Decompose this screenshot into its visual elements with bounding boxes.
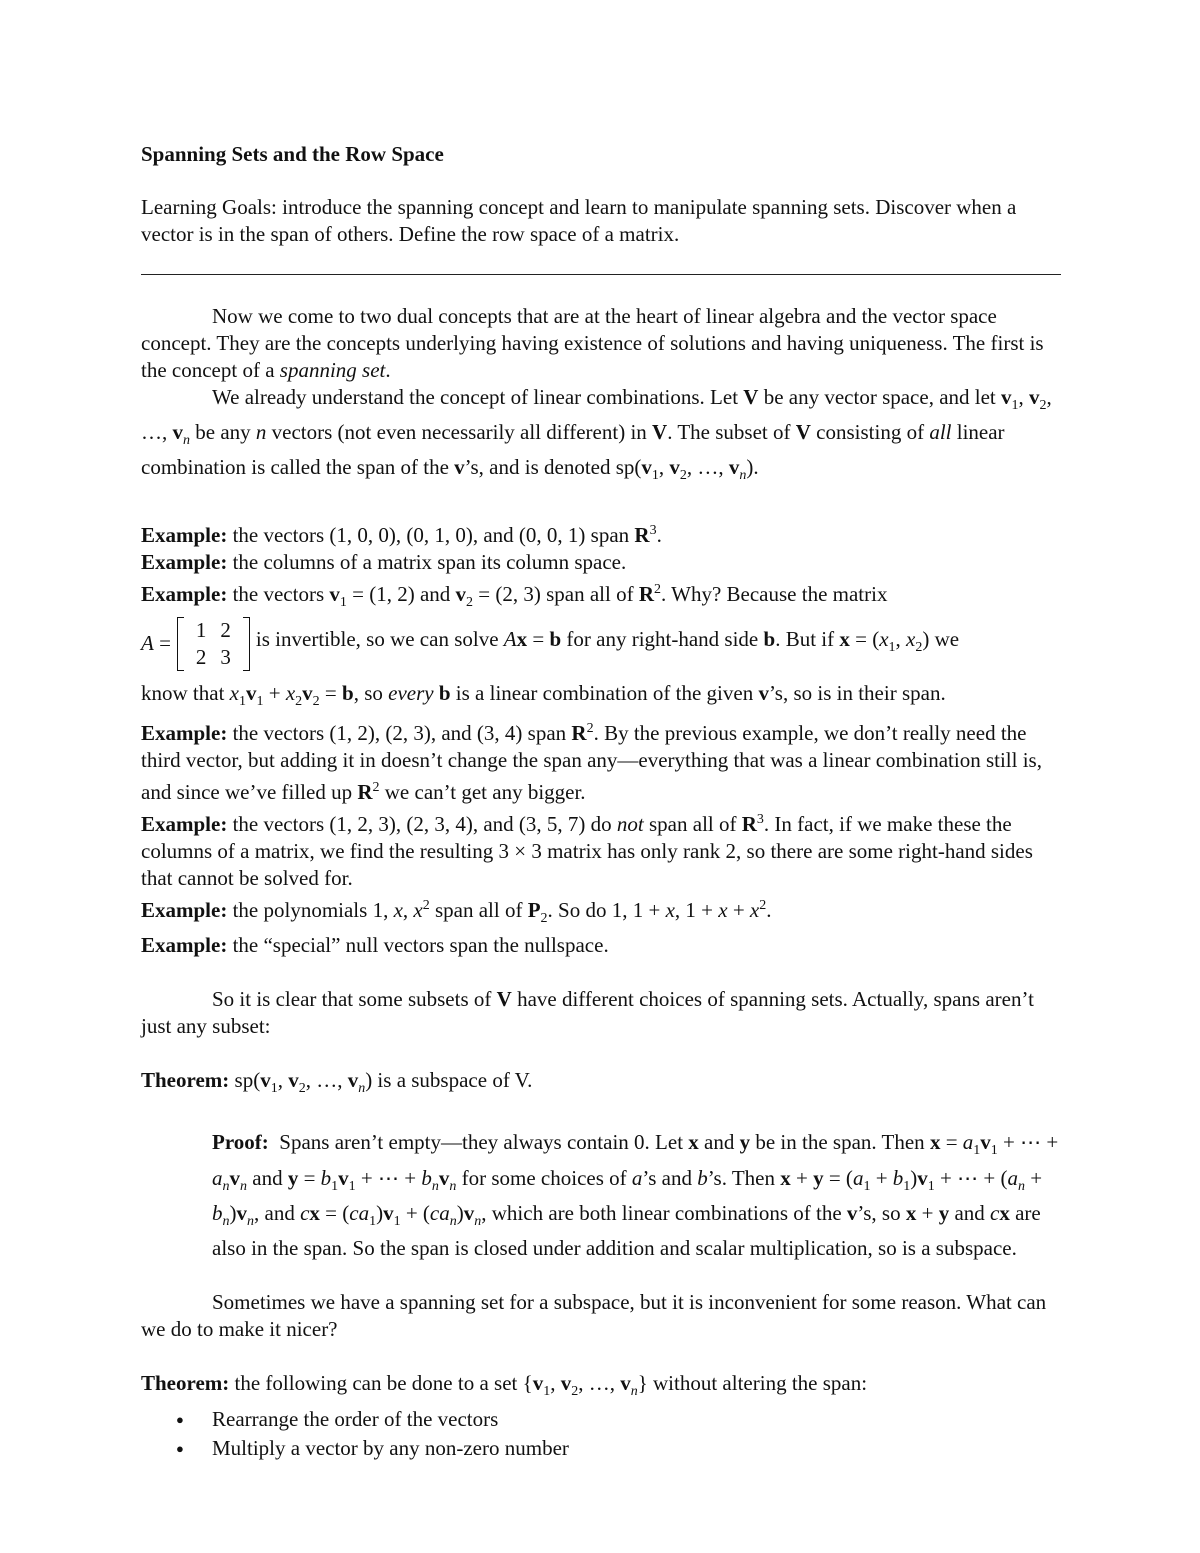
intro-paragraph-1: Now we come to two dual concepts that are at the heart of linear algebra and the vector space concept. They are the concepts underlying having existence of solutions and having uniqueness. The first is the concept of a spanning set. <box>141 304 1044 382</box>
example-5: Example: the vectors (1, 2, 3), (2, 3, 4), and (3, 5, 7) do not span all of $R^3$. In fact, if we make these the columns of a matrix, we find the resulting 3 × 3 matrix has only rank 2, so there are some right-hand sides that cannot be solved for. <box>141 811 1033 890</box>
divider <box>141 274 1061 275</box>
example-4: Example: the vectors (1, 2), (2, 3), and (3, 4) span $R^2$. By the previous example, we don’t really need the third vector, but adding it in doesn’t change the span any—everything that was a linear combination still is, and since we’ve filled up $R^2$ we can’t get any bigger. <box>141 720 1042 804</box>
list-item: ● Rearrange the order of the vectors <box>212 1405 1061 1434</box>
example-3-continued: know that $x_1v_1 + x_2v_2 = b$, so every b is a linear combination of the given v’s, so is in their span. <box>141 680 946 709</box>
example-6: Example: the polynomials 1, x, $x^2$ span all of $P_2$. So do 1, 1 + x, $1 + x + x^2$. <box>141 897 772 927</box>
example-7: Example: the “special” null vectors span the nullspace. <box>141 933 609 958</box>
theorem-2: Theorem: the following can be done to a set {$v_1$, $v_2$, …, $v_n$} without altering the span: <box>141 1370 868 1400</box>
example-3: Example: the vectors $v_1 = (1$, 2) and $v_2 = (2$, 3) span all of $R^2$. Why? Because the matrix <box>141 581 888 610</box>
theorem-2-list <box>141 1405 1061 1463</box>
list-item: ● Multiply a vector by any non-zero number <box>212 1434 1061 1463</box>
document-page <box>141 140 1061 1463</box>
page-title: Spanning Sets and the Row Space <box>141 142 444 166</box>
proof-block: Proof: Spans aren’t empty—they always contain 0. Let x and y be in the span. Then $x = a_1v_1$ + ⋯ + $a_nv_n$ and $y = b_1v_1$ + ⋯ + $b_nv_n$ for some choices of a’s and b’s. Then $x + y = (a_1 + b_1)v_1$ + ⋯ + $(a_n + b_n)v_n$, and cx = $(ca_1)v_1 + (ca_n)v_n$, which are both linear combinations of the v’s, so x + y and cx are also in the span. So the span is closed under addition and scalar multiplication, so is a subspace. <box>212 1130 1059 1260</box>
nicer-paragraph: Sometimes we have a spanning set for a subspace, but it is inconvenient for some reason. What can we do to make it nicer? <box>141 1289 1047 1341</box>
intro-paragraph-2: We already understand the concept of linear combinations. Let V be any vector space, and let $v_1$, $v_2$, …, $v_n$ be any n vectors (not even necessarily all different) in V. The subset of V consisting of all linear combination is called the span of the v’s, and is denoted $sp(v_1$, $v_2$, …, $v_n$). <box>141 385 1052 484</box>
learning-goals: Learning Goals: introduce the spanning concept and learn to manipulate spanning sets. Discover when a vector is in the span of others. Define the row space of a matrix. <box>141 195 1017 246</box>
subsets-paragraph: So it is clear that some subsets of V have different choices of spanning sets. Actually, spans aren’t just any subset: <box>141 987 1034 1039</box>
example-1: Example: the vectors (1, 0, 0), (0, 1, 0), and (0, 0, 1) span $R^3$. <box>141 522 662 547</box>
matrix-a: 1 2 2 3 <box>177 617 250 671</box>
example-2: Example: the columns of a matrix span its column space. <box>141 549 627 574</box>
theorem-1: Theorem: $sp(v_1$, $v_2$, …, $v_n$) is a subspace of V. <box>141 1068 533 1097</box>
matrix-line: A = 1 2 2 3 is invertible, so we can solve Ax = b for any right-hand side b. But if $x = (x_1$, $x_2$) we <box>141 617 960 669</box>
